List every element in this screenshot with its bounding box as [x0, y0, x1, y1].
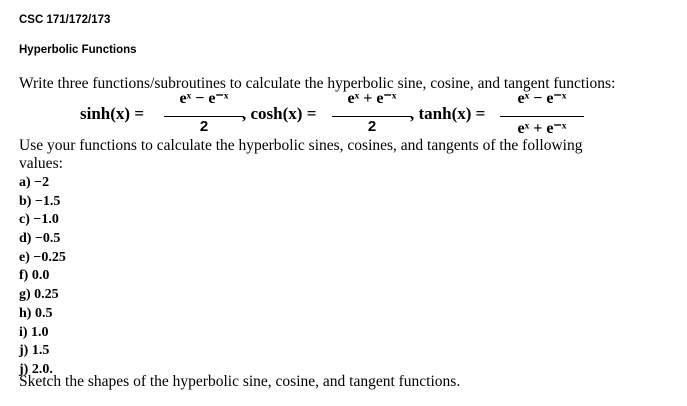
values-label: values:	[19, 155, 63, 172]
tanh-numerator: eˣ − e⁻ˣ	[517, 90, 567, 107]
list-item: j) 1.5	[19, 343, 50, 359]
cosh-label: , cosh(x) =	[242, 104, 317, 123]
list-item: j) 2.0.	[19, 361, 53, 377]
course-code: CSC 171/172/173	[19, 14, 111, 26]
list-item: b) −1.5	[19, 193, 61, 209]
cosh-denominator: 2	[367, 118, 377, 135]
tanh-fraction	[500, 90, 584, 138]
cosh-numerator: eˣ + e⁻ˣ	[347, 90, 397, 107]
sketch-instruction: Sketch the shapes of the hyperbolic sine, cosine, and tangent functions.	[19, 373, 461, 390]
instruction-text: Use your functions to calculate the hyperbolic sines, cosines, and tangents of the following	[19, 137, 583, 154]
tanh-label: , tanh(x) =	[410, 104, 486, 123]
sinh-fraction-bar	[164, 116, 244, 117]
values-list	[19, 174, 66, 380]
hyperbolic-formulas	[80, 90, 600, 140]
topic-heading: Hyperbolic Functions	[19, 44, 137, 56]
list-item: d) −0.5	[19, 231, 61, 247]
sinh-numerator: eˣ − e⁻ˣ	[179, 90, 229, 107]
tanh-denominator: eˣ + e⁻ˣ	[517, 120, 567, 137]
list-item: g) 0.25	[19, 287, 59, 303]
list-item: i) 1.0	[19, 324, 49, 340]
list-item: c) −1.0	[19, 212, 59, 228]
list-item: e) −0.25	[19, 249, 66, 265]
tanh-fraction-bar	[500, 116, 584, 117]
sinh-denominator: 2	[199, 118, 209, 135]
list-item: h) 0.5	[19, 305, 53, 321]
sinh-label: sinh(x) =	[80, 104, 145, 123]
list-item: f) 0.0	[19, 268, 50, 284]
cosh-fraction-bar	[332, 116, 412, 117]
intro-text: Write three functions/subroutines to calculate the hyperbolic sine, cosine, and tangent functions:	[19, 75, 616, 92]
cosh-fraction	[332, 90, 412, 138]
list-item: a) −2	[19, 175, 50, 190]
sinh-fraction	[164, 90, 244, 138]
